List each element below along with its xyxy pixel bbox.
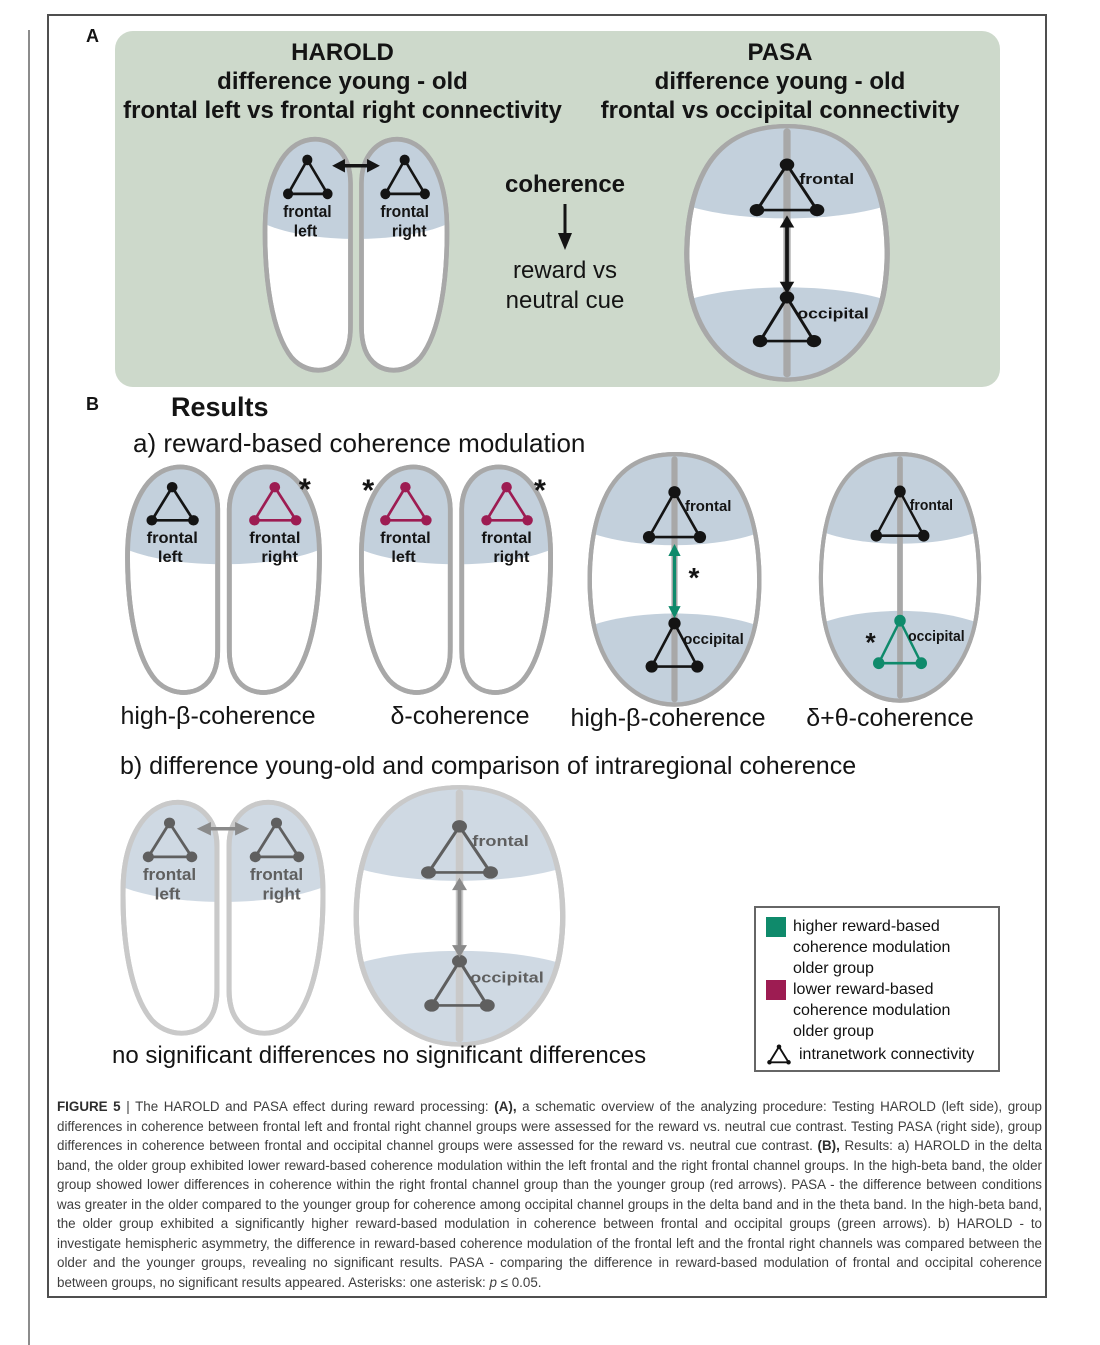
frontal-right-label: frontal bbox=[249, 529, 301, 547]
caption-marker-b: (B), bbox=[817, 1138, 840, 1153]
panel-a-letter: A bbox=[86, 26, 99, 46]
frontal-left-label: frontal bbox=[146, 529, 198, 547]
no-sig-pasa: no significant differences bbox=[382, 1042, 647, 1069]
brain-pasa-deltatheta bbox=[810, 449, 990, 704]
occipital-label: occipital bbox=[908, 628, 965, 646]
frontal-label: frontal bbox=[472, 832, 529, 850]
brain-harold-highbeta bbox=[117, 455, 330, 701]
section-a-title: a) reward-based coherence modulation bbox=[133, 428, 586, 458]
legend-line: higher reward-based bbox=[793, 918, 940, 935]
occipital-label: occipital bbox=[470, 968, 544, 986]
page-edge-line bbox=[28, 30, 30, 1345]
frontal-right-label2: right bbox=[261, 548, 298, 566]
legend-line: coherence modulation bbox=[793, 939, 951, 956]
frontal-left-label: frontal bbox=[142, 865, 197, 885]
harold-subtitle-1: difference young - old bbox=[217, 68, 468, 95]
frontal-left-label2: left bbox=[154, 884, 181, 904]
significance-asterisk: * bbox=[362, 473, 375, 508]
frontal-right-label2: right bbox=[391, 222, 427, 241]
legend-line: older group bbox=[793, 960, 874, 977]
frontal-left-label2: left bbox=[293, 222, 318, 241]
significance-asterisk: * bbox=[534, 473, 546, 508]
harold-title-block bbox=[120, 38, 565, 125]
brain-harold-delta bbox=[351, 455, 561, 701]
legend-box bbox=[754, 906, 1000, 1072]
no-sig-harold: no significant differences bbox=[112, 1042, 376, 1069]
contrast-line-1: reward vs bbox=[512, 257, 618, 284]
caption-text: Results: a) HAROLD in the delta band, the older group exhibited lower reward-based coherence modulation within the left frontal and the right frontal channel groups. In the high-beta band, the older group showed lower differences in coherence within the right frontal channel group than the younger group (red arrows). PASA - the difference between conditions was greater in the older compared to the younger group for coherence among occipital channel groups in the delta band and in the theta band. In the high-beta band, the older group exhibited a significantly higher reward-based modulation in coherence between frontal and occipital groups (green arrows). b) HAROLD - to investigate hemispheric asymmetry, the difference in reward-based coherence modulation of the frontal left and the frontal right channels was compared between the older and the younger groups, revealing no significant results. PASA - comparing the difference in reward-based modulation of frontal and occipital coherence between groups, no significant results appeared. Asterisks: one asterisk: bbox=[57, 1138, 1043, 1290]
frontal-label: frontal bbox=[799, 171, 855, 188]
green-square-icon bbox=[766, 917, 786, 937]
brain-pasa-nosig bbox=[342, 782, 577, 1048]
significance-asterisk: * bbox=[865, 626, 876, 658]
legend-line: intranetwork connectivity bbox=[799, 1046, 975, 1063]
section-b-title: b) difference young-old and comparison of intraregional coherence bbox=[120, 752, 857, 780]
harold-title: HAROLD bbox=[291, 39, 394, 66]
legend-item-lower-modulation bbox=[766, 979, 990, 1042]
legend-line: coherence modulation bbox=[793, 1002, 951, 1019]
caption-text: a schematic overview of the analyzing procedure: Testing HAROLD (left side), group differences in coherence between frontal left and frontal right channel groups were assessed for the reward vs. neutral cue contrast. Testing PASA (right side), group differences in coherence between frontal and occipital channel groups were assessed for the reward vs. neutral cue contrast. bbox=[57, 1099, 1042, 1153]
coherence-label: coherence bbox=[504, 171, 626, 198]
harold-subtitle-2: frontal left vs frontal right connectivity bbox=[123, 97, 562, 124]
occipital-label: occipital bbox=[797, 305, 869, 323]
figure-caption bbox=[57, 1097, 1042, 1292]
brain-pasa-highbeta bbox=[578, 449, 771, 708]
results-title: Results bbox=[171, 392, 269, 422]
frontal-right-label: frontal bbox=[249, 865, 304, 885]
pasa-subtitle-1: difference young - old bbox=[654, 68, 906, 95]
frontal-left-label: frontal bbox=[380, 529, 431, 547]
caption-p-symbol: p bbox=[489, 1274, 497, 1290]
crimson-square-icon bbox=[766, 980, 786, 1000]
frontal-right-label2: right bbox=[493, 547, 530, 566]
band-label-harold-highbeta: high-β-coherence bbox=[120, 702, 316, 730]
legend-item-higher-modulation bbox=[766, 916, 990, 979]
frontal-right-label2: right bbox=[262, 884, 301, 904]
brain-harold-nosig bbox=[112, 790, 334, 1042]
no-significant-differences-row bbox=[112, 1042, 646, 1070]
frontal-label: frontal bbox=[909, 497, 954, 515]
band-label-pasa-highbeta: high-β-coherence bbox=[570, 704, 766, 732]
contrast-line-2: neutral cue bbox=[505, 287, 625, 314]
legend-line: lower reward-based bbox=[793, 981, 934, 998]
brain-harold-schematic bbox=[255, 127, 457, 379]
caption-divider: | bbox=[120, 1099, 136, 1114]
band-label-harold-delta: δ-coherence bbox=[390, 702, 530, 730]
pasa-subtitle-2: frontal vs occipital connectivity bbox=[600, 97, 960, 124]
brain-pasa-schematic bbox=[673, 121, 901, 383]
caption-text: ≤ 0.05. bbox=[496, 1274, 542, 1290]
panel-b-letter: B bbox=[86, 394, 99, 414]
band-label-pasa-deltatheta: δ+θ-coherence bbox=[806, 704, 974, 732]
down-arrow-icon bbox=[556, 202, 574, 252]
frontal-right-label: frontal bbox=[380, 202, 429, 222]
pasa-title: PASA bbox=[747, 39, 813, 66]
caption-text: The HAROLD and PASA effect during reward processing: bbox=[135, 1099, 495, 1114]
frontal-left-label2: left bbox=[157, 548, 183, 566]
significance-asterisk: * bbox=[688, 562, 700, 594]
legend-item-intranetwork bbox=[766, 1043, 990, 1066]
frontal-left-label: frontal bbox=[283, 202, 332, 222]
frontal-label: frontal bbox=[685, 499, 732, 516]
frontal-right-label: frontal bbox=[481, 529, 532, 547]
triangle-icon bbox=[766, 1043, 792, 1066]
legend-line: older group bbox=[793, 1023, 874, 1040]
contrast-label bbox=[470, 256, 660, 316]
pasa-title-block bbox=[560, 38, 1000, 125]
frontal-left-label2: left bbox=[391, 547, 416, 566]
caption-figure-label: FIGURE 5 bbox=[57, 1099, 121, 1114]
occipital-label: occipital bbox=[683, 632, 744, 649]
caption-marker-a: (A), bbox=[494, 1099, 517, 1114]
significance-asterisk: * bbox=[298, 472, 311, 507]
